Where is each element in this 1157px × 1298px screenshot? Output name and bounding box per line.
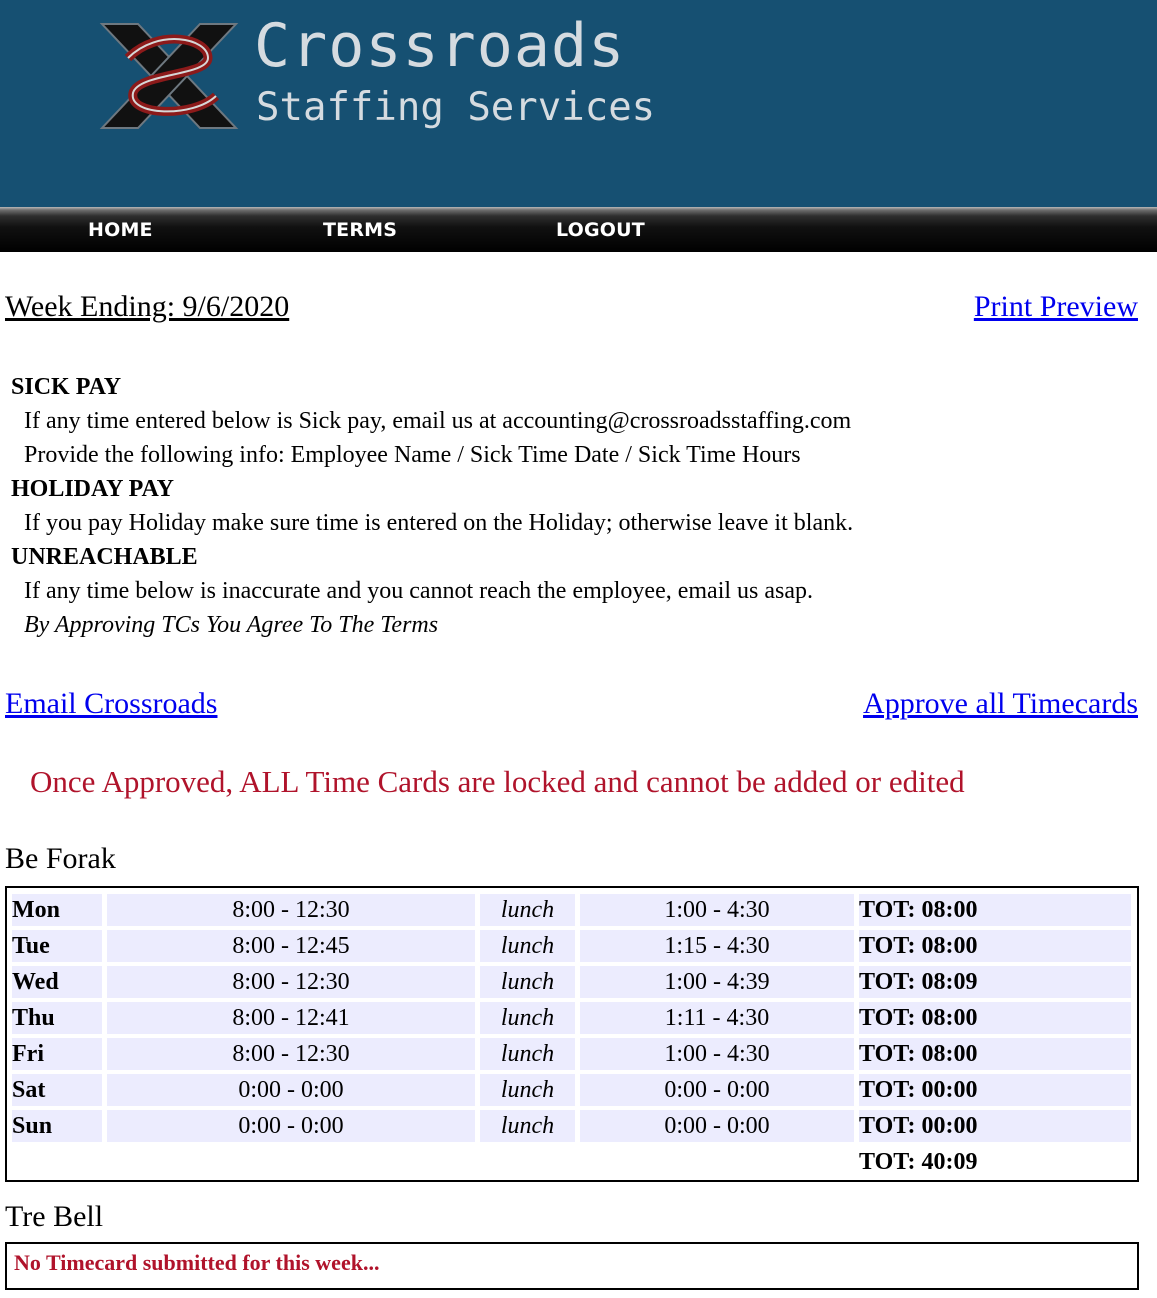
logo-title: Crossroads	[254, 11, 626, 81]
blank-cell	[580, 1146, 854, 1178]
blank-cell	[12, 1146, 102, 1178]
morning-time-cell: 0:00 - 0:00	[107, 1110, 475, 1142]
week-total-cell: TOT: 40:09	[859, 1148, 978, 1175]
no-timecard-box	[5, 1242, 1139, 1290]
day-cell: Sat	[12, 1074, 102, 1106]
day-total-cell: TOT: 08:00	[859, 894, 1131, 926]
day-total-cell: TOT: 00:00	[859, 1110, 1131, 1142]
afternoon-time-cell: 1:00 - 4:30	[580, 1038, 854, 1070]
afternoon-time-cell: 1:15 - 4:30	[580, 930, 854, 962]
morning-time-cell: 8:00 - 12:30	[107, 894, 475, 926]
morning-time-cell: 8:00 - 12:30	[107, 966, 475, 998]
timecard-row	[12, 894, 1131, 926]
timecard-total-row	[12, 1146, 1131, 1178]
timecard-box	[5, 886, 1139, 1182]
sick-pay-info: Provide the following info: Employee Name / Sick Time Date / Sick Time Hours	[24, 442, 801, 468]
employee-name: Be Forak	[5, 842, 116, 875]
approve-all-timecards-link[interactable]: Approve all Timecards	[863, 687, 1138, 720]
day-cell: Fri	[12, 1038, 102, 1070]
sick-pay-text: If any time entered below is Sick pay, email us at accounting@crossroadsstaffing.com	[24, 408, 852, 434]
timecard-row	[12, 1038, 1131, 1070]
unreachable-text: If any time below is inaccurate and you cannot reach the employee, email us asap.	[24, 578, 814, 604]
afternoon-time-cell: 0:00 - 0:00	[580, 1074, 854, 1106]
day-total-cell: TOT: 00:00	[859, 1074, 1131, 1106]
holiday-pay-text: If you pay Holiday make sure time is entered on the Holiday; otherwise leave it blank.	[24, 510, 854, 536]
timecard-row	[12, 1110, 1131, 1142]
terms-agreement-text: By Approving TCs You Agree To The Terms	[24, 612, 439, 638]
sick-pay-heading: SICK PAY	[11, 374, 122, 400]
lunch-cell: lunch	[480, 1038, 575, 1070]
unreachable-heading: UNREACHABLE	[11, 544, 198, 570]
lunch-cell: lunch	[480, 894, 575, 926]
nav-bar	[0, 207, 1157, 252]
timecard-table	[7, 890, 1136, 1182]
site-header	[0, 0, 1157, 207]
week-ending-label: Week Ending: 9/6/2020	[5, 290, 290, 323]
nav-home-link[interactable]: HOME	[88, 219, 153, 241]
afternoon-time-cell: 1:11 - 4:30	[580, 1002, 854, 1034]
lunch-cell: lunch	[480, 1110, 575, 1142]
day-cell: Tue	[12, 930, 102, 962]
timecard-row	[12, 1074, 1131, 1106]
crossroads-logo-icon	[98, 18, 240, 134]
morning-time-cell: 8:00 - 12:30	[107, 1038, 475, 1070]
approval-warning: Once Approved, ALL Time Cards are locked and cannot be added or edited	[30, 764, 965, 799]
blank-cell	[480, 1146, 575, 1178]
terms-notice	[11, 370, 853, 642]
blank-cell	[107, 1146, 475, 1178]
timecard-row	[12, 1002, 1131, 1034]
day-cell: Sun	[12, 1110, 102, 1142]
morning-time-cell: 0:00 - 0:00	[107, 1074, 475, 1106]
afternoon-time-cell: 1:00 - 4:30	[580, 894, 854, 926]
timecard-row	[12, 966, 1131, 998]
lunch-cell: lunch	[480, 966, 575, 998]
print-preview-link[interactable]: Print Preview	[973, 290, 1138, 323]
no-timecard-message: No Timecard submitted for this week...	[14, 1250, 380, 1275]
nav-logout-link[interactable]: LOGOUT	[556, 219, 645, 241]
employee-name: Tre Bell	[5, 1200, 104, 1233]
afternoon-time-cell: 0:00 - 0:00	[580, 1110, 854, 1142]
day-total-cell: TOT: 08:00	[859, 930, 1131, 962]
morning-time-cell: 8:00 - 12:45	[107, 930, 475, 962]
lunch-cell: lunch	[480, 930, 575, 962]
day-cell: Mon	[12, 894, 102, 926]
day-cell: Wed	[12, 966, 102, 998]
lunch-cell: lunch	[480, 1074, 575, 1106]
day-total-cell: TOT: 08:00	[859, 1002, 1131, 1034]
day-cell: Thu	[12, 1002, 102, 1034]
logo-subtitle: Staffing Services	[256, 85, 656, 130]
lunch-cell: lunch	[480, 1002, 575, 1034]
day-total-cell: TOT: 08:00	[859, 1038, 1131, 1070]
day-total-cell: TOT: 08:09	[859, 966, 1131, 998]
afternoon-time-cell: 1:00 - 4:39	[580, 966, 854, 998]
holiday-pay-heading: HOLIDAY PAY	[11, 476, 174, 502]
email-crossroads-link[interactable]: Email Crossroads	[5, 687, 218, 720]
nav-terms-link[interactable]: TERMS	[323, 219, 398, 241]
timecard-row	[12, 930, 1131, 962]
morning-time-cell: 8:00 - 12:41	[107, 1002, 475, 1034]
